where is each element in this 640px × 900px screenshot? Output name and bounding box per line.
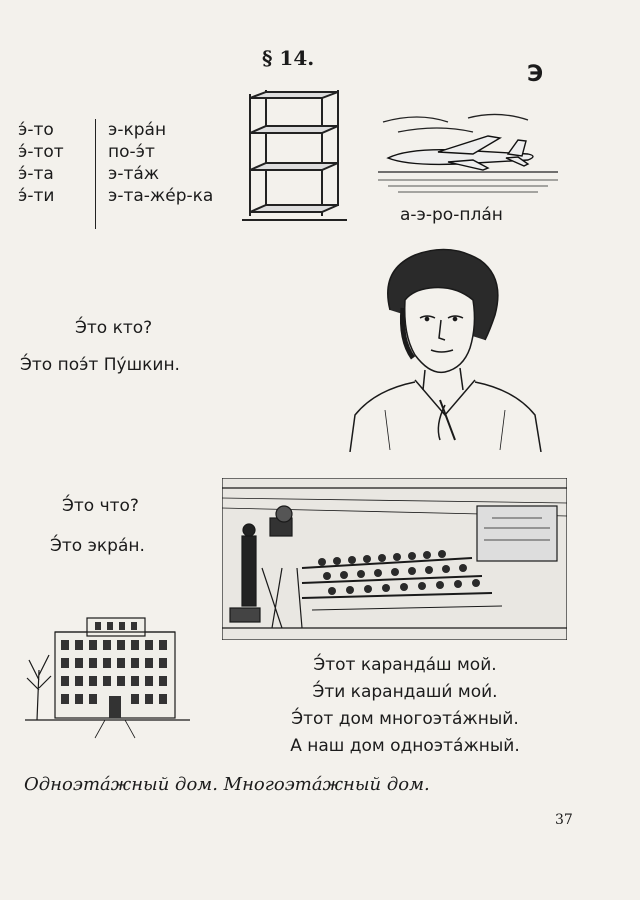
syllable-item: э-та́ж xyxy=(108,164,160,184)
question-what: Э́то что? xyxy=(62,496,139,516)
syllable-column-left xyxy=(18,119,64,207)
italic-example-line: Одноэта́жный дом. Многоэта́жный дом. xyxy=(24,774,430,795)
syllable-item: э́-ти xyxy=(18,186,55,206)
airplane-caption: а-э-ро-пла́н xyxy=(400,205,503,225)
cinema-screen-illustration xyxy=(222,478,567,640)
sentence: Э́тот каранда́ш мой. xyxy=(313,655,497,675)
section-heading: § 14. xyxy=(262,46,315,70)
airplane-illustration xyxy=(378,110,558,200)
syllable-column-right xyxy=(108,119,213,207)
example-sentences xyxy=(240,652,570,760)
sentence: Э́ти карандаши́ мои́. xyxy=(312,682,498,702)
answer-screen: Э́то экра́н. xyxy=(50,536,145,556)
syllable-item: э́-та xyxy=(18,164,54,184)
multistory-building-illustration xyxy=(25,610,190,740)
question-who: Э́то кто? xyxy=(75,318,153,338)
page-number: 37 xyxy=(555,812,573,828)
syllable-item: по-э́т xyxy=(108,142,155,162)
syllable-item: э-кра́н xyxy=(108,120,167,140)
syllable-item: э́-то xyxy=(18,120,54,140)
pushkin-portrait xyxy=(345,240,545,452)
sentence: А наш дом одноэта́жный. xyxy=(290,736,520,756)
syllable-item: э-та-же́р-ка xyxy=(108,186,214,206)
letter-heading: Э xyxy=(527,62,544,87)
sentence: Э́тот дом многоэта́жный. xyxy=(291,709,519,729)
column-divider xyxy=(95,119,96,229)
syllable-item: э́-тот xyxy=(18,142,64,162)
etagere-illustration xyxy=(242,88,350,228)
answer-poet-pushkin: Э́то поэ́т Пу́шкин. xyxy=(20,355,180,375)
